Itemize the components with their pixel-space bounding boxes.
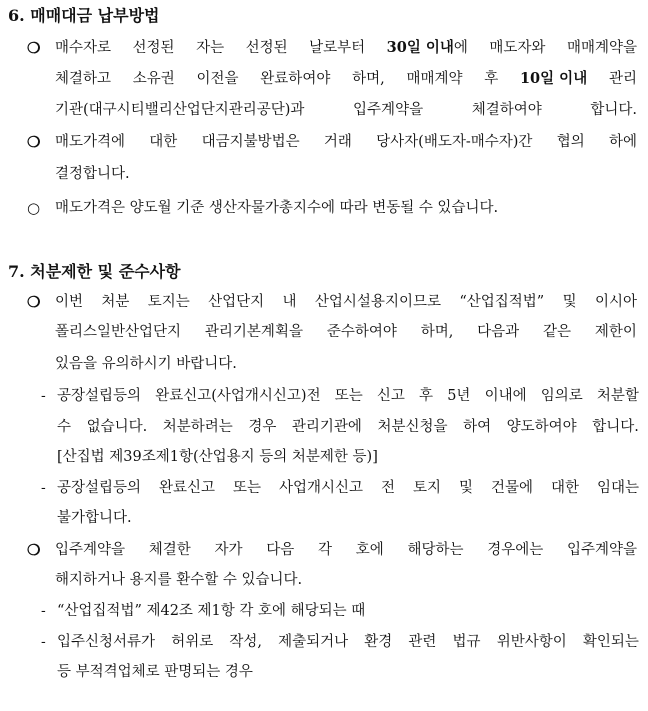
- s7-item1-line3: 있음을 유의하시기 바랍니다.: [55, 356, 237, 372]
- s7-sub2-line2: 불가합니다.: [57, 510, 132, 526]
- s6-item1-line2: 체결하고 소유권 이전을 완료하여야 하며, 매매계약 후 10일 이내 관리: [55, 70, 637, 87]
- s7-sub1-line1: 공장설립등의 완료신고(사업개시신고)전 또는 신고 후 5년 이내에 임의로 처분할: [57, 388, 639, 404]
- s7-item2-line2: 해지하거나 용지를 환수할 수 있습니다.: [55, 572, 303, 588]
- s7-item2-line1: 입주계약을 체결한 자가 다음 각 호에 해당하는 경우에는 입주계약을: [55, 542, 637, 558]
- s7-item1-line2: 폴리스일반산업단지 관리기본계획을 준수하여야 하며, 다음과 같은 제한이: [55, 324, 637, 340]
- bullet-icon: ❍: [27, 541, 41, 559]
- section-6-heading: 6. 매매대금 납부방법: [8, 6, 160, 25]
- s6-item2-line1: 매도가격에 대한 대금지불방법은 거래 당사자(배도자-매수자)간 협의 하에: [55, 134, 637, 150]
- s6-item1-line1: 매수자로 선정된 자는 선정된 날로부터 30일 이내에 매도자와 매매계약을: [55, 39, 637, 56]
- s7-item1-line1: 이번 처분 토지는 산업단지 내 산업시설용지이므로 “산업집적법” 및 이시아: [55, 294, 637, 310]
- bullet-icon: ❍: [27, 39, 41, 57]
- bullet-icon: ❍: [27, 133, 41, 151]
- dash-marker: -: [41, 603, 46, 619]
- dash-marker: -: [41, 388, 46, 404]
- dash-marker: -: [41, 480, 46, 496]
- s7-sub1-line3: [산집법 제39조제1항(산업용지 등의 처분제한 등)]: [57, 449, 378, 465]
- s6-item2-line2: 결정합니다.: [55, 166, 130, 182]
- dash-marker: -: [41, 634, 46, 650]
- bullet-icon: ❍: [27, 293, 41, 311]
- s7-sub3-line1: “산업집적법” 제42조 제1항 각 호에 해당되는 때: [57, 603, 366, 619]
- s7-sub2-line1: 공장설립등의 완료신고 또는 사업개시신고 전 토지 및 건물에 대한 임대는: [57, 480, 639, 496]
- s7-sub4-line2: 등 부적격업체로 판명되는 경우: [57, 664, 253, 680]
- s7-sub1-line2: 수 없습니다. 처분하려는 경우 관리기관에 처분신청을 하여 양도하여야 합니다.: [57, 419, 639, 435]
- section-7-heading: 7. 처분제한 및 준수사항: [8, 262, 181, 281]
- s6-item3-line1: 매도가격은 양도월 기준 생산자물가총지수에 따라 변동될 수 있습니다.: [55, 200, 499, 216]
- s7-sub4-line1: 입주신청서류가 허위로 작성, 제출되거나 환경 관련 법규 위반사항이 확인되는: [57, 634, 639, 650]
- s6-item1-line3: 기관(대구시티밸리산업단지관리공단)과 입주계약을 체결하여야 합니다.: [55, 102, 637, 118]
- bullet-small-icon: ○: [27, 199, 41, 217]
